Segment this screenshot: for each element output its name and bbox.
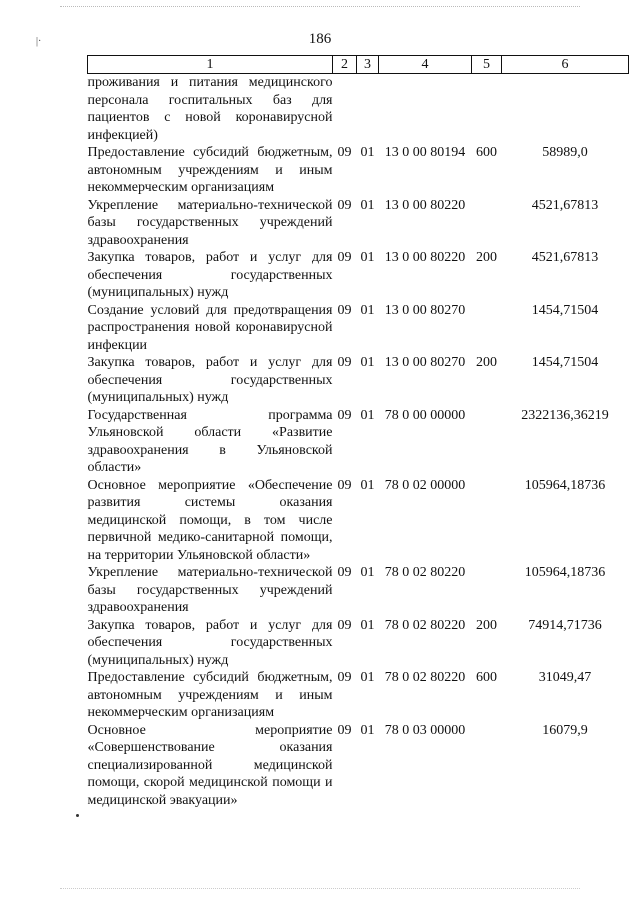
row-amount: 2322136,36219 [521, 407, 609, 423]
row-amount: 4521,67813 [531, 197, 599, 213]
row-subsection: 01 [360, 670, 375, 685]
row-target-article: 78 0 02 80220 [384, 670, 466, 685]
row-subsection: 01 [360, 302, 375, 318]
row-expense-type [472, 477, 502, 565]
header-col-6: 6 [502, 56, 629, 74]
row-subsection: 01 [360, 407, 375, 423]
table-row [88, 302, 629, 355]
row-amount: 74914,71736 [528, 617, 602, 633]
row-subsection: 01 [360, 617, 375, 633]
row-name: Основное мероприятие «Обеспечение развития системы оказания медицинской помощи, в том числе первичной медико-санитарной помощи, на территории Ульяновской области» [87, 477, 333, 563]
row-name: Укрепление материально-технической базы государственных учреждений здравоохранения [87, 565, 333, 615]
row-expense-type [472, 722, 502, 810]
row-amount: 4521,67813 [531, 250, 599, 265]
row-name: Закупка товаров, работ и услуг для обеспечения государственных (муниципальных) нужд [87, 355, 333, 405]
row-expense-type [472, 302, 502, 355]
row-section: 09 [337, 302, 352, 318]
row-section: 09 [337, 250, 352, 265]
row-section: 09 [337, 670, 352, 685]
row-section: 09 [337, 197, 352, 213]
row-amount: 16079,9 [542, 722, 588, 738]
row-subsection: 01 [360, 722, 375, 738]
table-row [88, 144, 629, 197]
row-section: 09 [337, 722, 352, 738]
page-number: 186 [308, 31, 332, 47]
row-section: 09 [337, 477, 352, 493]
table-row [88, 407, 629, 477]
scan-artifact-bottom [60, 888, 580, 891]
header-col-2: 2 [333, 56, 357, 74]
table-row [88, 564, 629, 617]
row-expense-type [472, 407, 502, 477]
row-expense-type: 600 [476, 670, 497, 685]
row-amount: 1454,71504 [531, 302, 599, 318]
row-subsection [357, 74, 379, 145]
scan-edge-mark: |· [36, 36, 42, 47]
row-name: Предоставление субсидий бюджетным, автономным учреждениям и иным некоммерческим организациям [87, 670, 333, 720]
row-amount: 105964,18736 [524, 477, 606, 493]
row-subsection: 01 [360, 355, 375, 370]
row-target-article [379, 74, 472, 145]
row-subsection: 01 [360, 145, 375, 160]
table-body [88, 74, 629, 810]
row-target-article: 13 0 00 80270 [384, 302, 466, 318]
row-expense-type [472, 74, 502, 145]
table-row [88, 249, 629, 302]
row-name: Создание условий для предотвращения распространения новой коронавирусной инфекции [87, 302, 333, 353]
row-name: Основное мероприятие «Совершенствование оказания специализированной медицинской помощи, скорой медицинской помощи и медицинской эвакуации» [87, 722, 333, 808]
header-col-5: 5 [472, 56, 502, 74]
row-name: Предоставление субсидий бюджетным, автономным учреждениям и иным некоммерческим организациям [87, 145, 333, 195]
row-expense-type: 200 [476, 355, 497, 370]
row-target-article: 13 0 00 80220 [384, 197, 466, 213]
row-target-article: 13 0 00 80194 [384, 145, 466, 160]
row-section: 09 [337, 407, 352, 423]
row-name: Закупка товаров, работ и услуг для обеспечения государственных (муниципальных) нужд [87, 617, 333, 668]
row-target-article: 78 0 02 80220 [384, 617, 466, 633]
row-section: 09 [337, 565, 352, 580]
row-amount: 31049,47 [538, 670, 592, 685]
row-subsection: 01 [360, 477, 375, 493]
row-expense-type: 200 [476, 617, 497, 633]
row-subsection: 01 [360, 197, 375, 213]
header-col-4: 4 [379, 56, 472, 74]
row-target-article: 78 0 03 00000 [384, 722, 466, 738]
row-amount: 58989,0 [542, 145, 588, 160]
row-expense-type: 600 [476, 145, 497, 160]
row-expense-type [472, 197, 502, 250]
row-amount [502, 74, 629, 145]
row-name: Укрепление материально-технической базы государственных учреждений здравоохранения [87, 197, 333, 248]
row-target-article: 13 0 00 80220 [384, 250, 466, 265]
row-target-article: 78 0 00 00000 [384, 407, 466, 423]
row-amount: 105964,18736 [524, 565, 606, 580]
header-col-3: 3 [357, 56, 379, 74]
row-subsection: 01 [360, 565, 375, 580]
row-name: Закупка товаров, работ и услуг для обеспечения государственных (муниципальных) нужд [87, 250, 333, 300]
table-row [88, 197, 629, 250]
budget-table [87, 55, 629, 809]
table-row [88, 669, 629, 722]
scan-artifact-top [60, 6, 580, 10]
row-section [333, 74, 357, 145]
row-target-article: 78 0 02 80220 [384, 565, 466, 580]
row-target-article: 13 0 00 80270 [384, 355, 466, 370]
row-amount: 1454,71504 [531, 355, 599, 370]
row-expense-type [472, 564, 502, 617]
row-subsection: 01 [360, 250, 375, 265]
row-section: 09 [337, 355, 352, 370]
table-row [88, 477, 629, 565]
table-row [88, 722, 629, 810]
row-section: 09 [337, 145, 352, 160]
header-col-1: 1 [88, 56, 333, 74]
row-section: 09 [337, 617, 352, 633]
table-row [88, 617, 629, 670]
table-row [88, 354, 629, 407]
table-header-row [88, 56, 629, 74]
scan-dot [76, 814, 79, 817]
row-expense-type: 200 [476, 250, 497, 265]
row-target-article: 78 0 02 00000 [384, 477, 466, 493]
table-row [88, 74, 629, 145]
row-name: проживания и питания медицинского персонала госпитальных баз для пациентов с новой коронавирусной инфекцией) [87, 75, 333, 143]
row-name: Государственная программа Ульяновской области «Развитие здравоохранения в Ульяновской области» [87, 407, 333, 475]
